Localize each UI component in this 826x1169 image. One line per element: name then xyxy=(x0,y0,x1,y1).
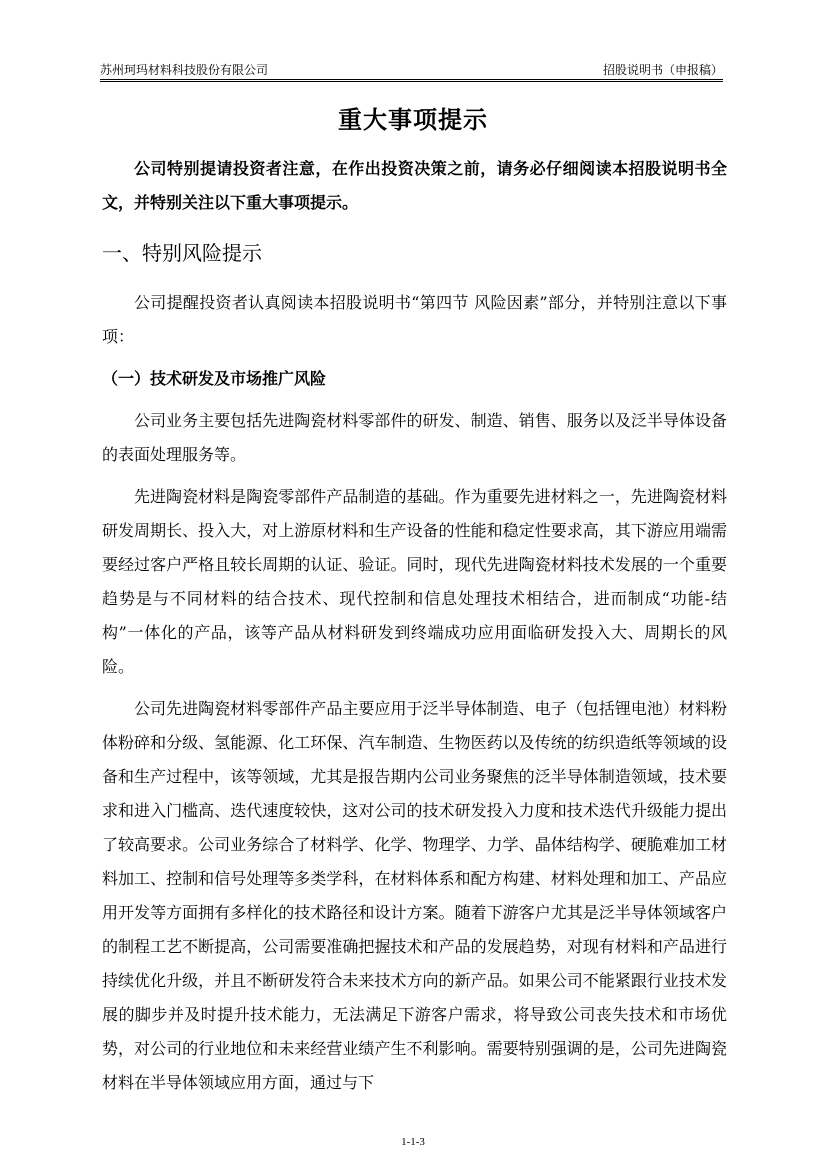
paragraph: 先进陶瓷材料是陶瓷零部件产品制造的基础。作为重要先进材料之一，先进陶瓷材料研发周期长、投入大，对上游原材料和生产设备的性能和稳定性要求高，其下游应用端需要经过客户严格且较长周期的认证、验证。同时，现代先进陶瓷材料技术发展的一个重要趋势是与不同材料的结合技术、现代控制和信息处理技术相结合，进而制成“功能-结构”一体化的产品，该等产品从材料研发到终端成功应用面临研发投入大、周期长的风险。 xyxy=(102,487,727,676)
section-heading: 一、特别风险提示 xyxy=(102,241,262,265)
document-body xyxy=(102,152,727,1108)
section-intro: 公司提醒投资者认真阅读本招股说明书“第四节 风险因素”部分，并特别注意以下事项： xyxy=(102,293,727,346)
paragraph: 公司业务主要包括先进陶瓷材料零部件的研发、制造、销售、服务以及泛半导体设备的表面处理服务等。 xyxy=(102,411,727,464)
header-doc-type: 招股说明书（申报稿） xyxy=(602,63,723,77)
header-divider-thin xyxy=(100,81,723,82)
header-company: 苏州珂玛材料科技股份有限公司 xyxy=(100,63,269,77)
page-header xyxy=(100,58,723,78)
page-title: 重大事项提示 xyxy=(338,105,488,134)
paragraph: 公司先进陶瓷材料零部件产品主要应用于泛半导体制造、电子（包括锂电池）材料粉体粉碎和分级、氢能源、化工环保、汽车制造、生物医药以及传统的纺织造纸等领域的设备和生产过程中，该等领域，尤其是报告期内公司业务聚焦的泛半导体制造领域，技术要求和进入门槛高、迭代速度较快，这对公司的技术研发投入力度和技术迭代升级能力提出了较高要求。公司业务综合了材料学、化学、物理学、力学、晶体结构学、硬脆难加工材料加工、控制和信号处理等多类学科，在材料体系和配方构建、材料处理和加工、产品应用开发等方面拥有多样化的技术路径和设计方案。随着下游客户尤其是泛半导体领域客户的制程工艺不断提高，公司需要准确把握技术和产品的发展趋势，对现有材料和产品进行持续优化升级，并且不断研发符合未来技术方向的新产品。如果公司不能紧跟行业技术发展的脚步并及时提升技术能力，无法满足下游客户需求，将导致公司丧失技术和市场优势，对公司的行业地位和未来经营业绩产生不利影响。需要特别强调的是，公司先进陶瓷材料在半导体领域应用方面，通过与下 xyxy=(102,699,727,1092)
page-number: 1-1-3 xyxy=(401,1136,425,1148)
header-divider xyxy=(100,79,723,80)
important-notice: 公司特别提请投资者注意，在作出投资决策之前，请务必仔细阅读本招股说明书全文，并特别关注以下重大事项提示。 xyxy=(102,159,727,212)
subsection-heading: （一）技术研发及市场推广风险 xyxy=(102,369,327,388)
